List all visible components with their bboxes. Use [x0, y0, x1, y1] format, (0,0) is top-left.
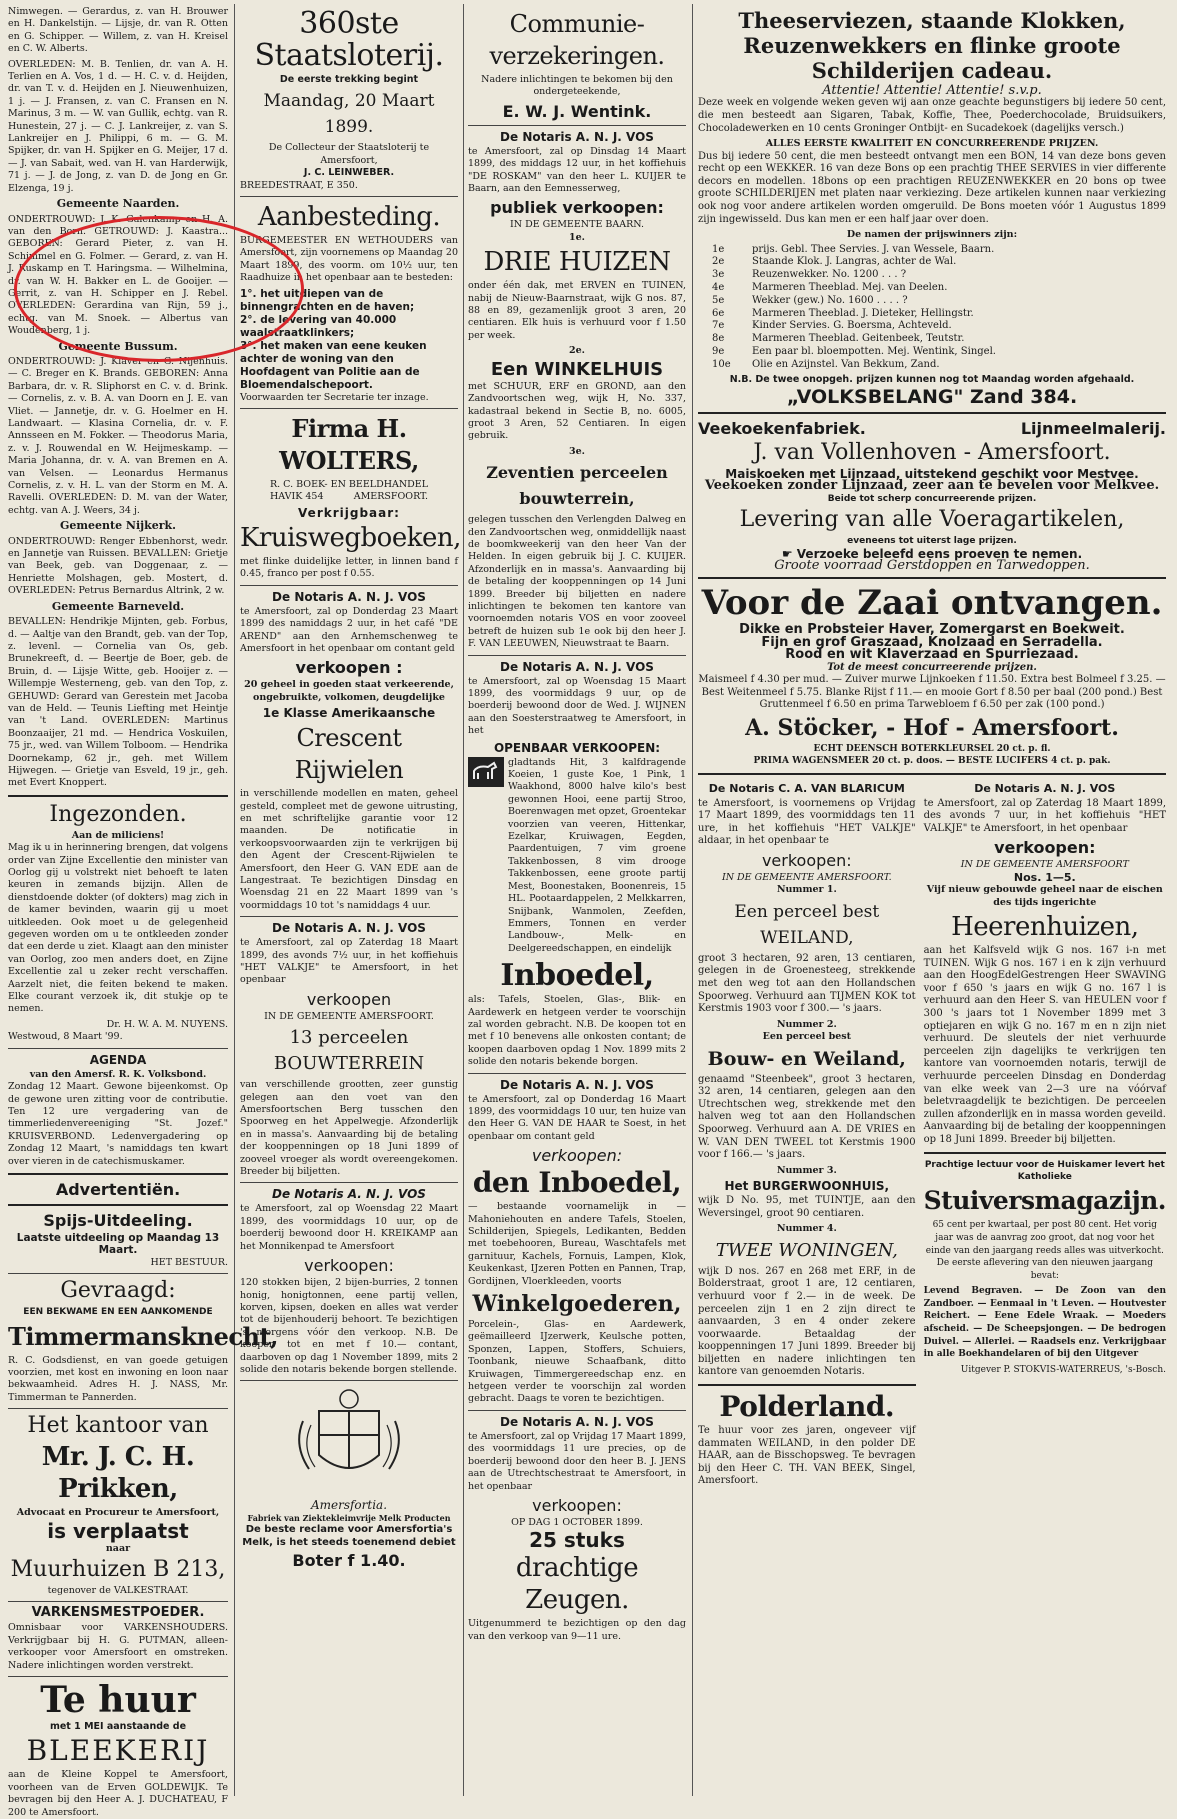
tot-text: Tot de meest concurreerende prijzen. [827, 661, 1037, 673]
veekoek-text: Veekoeken zonder Lijnzaad, zeer aan te bevelen voor Melkvee. [704, 478, 1160, 494]
perceelen-text: van verschillende grootten, zeer gunstig gelegen aan den voet van den Amersfoortschen Berg tusschen den Spoorweg en het Appelwegje. Afzonderlijk en in massa's. Aanvaarding bij de betaling der kooppenningen op 18 Juni 1899 of zooveel vroeger als wordt overeengekomen. Breeder bij biljetten. [240, 1079, 458, 1178]
verkoopen-subheading: 20 geheel in goeden staat verkeerende, ongebruikte, volkomen, deugdelijke [244, 679, 454, 703]
prijzen-text: Maismeel f 4.30 per mud. — Zuiver murwe Lijnkoeken f 11.50. Extra best Bolmeel f 3.25. — Best Weitenmeel f 5.75. Blanke Rijst f 11.— en mooie Gort f 8.50 per baal (200 pond.) Best Gruttenmeel f 6.50 en prima Tarwebloem f 6.50 per zak (100 pond.) [698, 674, 1166, 711]
fabriek-text: Fabriek van Ziektekleimvrije Melk Producten [247, 1512, 451, 1523]
publiek-heading: publiek verkoopen: [490, 198, 664, 218]
winkelhuis-text: met SCHUUR, ERF en GROND, aan den Zandvoortschen weg, wijk H, No. 337, kadastraal bekend in Sectie B, no. 6005, groot 3 Aren, 52 Centiaren. In eigen gebruik. [468, 380, 686, 442]
bleekerij-heading: BLEEKERIJ [26, 1734, 210, 1768]
klasse-heading: 1e Klasse Amerikaansche [262, 706, 436, 721]
verkoopen-heading: verkoopen: [531, 1146, 623, 1166]
notaris-text: te Amersfoort, zal op Vrijdag 17 Maart 1899, des voormiddags 11 ure precies, op de boerderij bewoond door den heer B. J. JENS aan de Utrechtschestraat te Amersfoort, in het openbaar [468, 1430, 686, 1492]
inboedel-text: als: Tafels, Stoelen, Glas-, Blik- en Aardewerk en hetgeen verder te voorschijn zal worden gebracht. N.B. De koopen tot en met f 10 benevens alle onkosten contant; de koopen daarboven opdag 1 Nov. 1899 mits 2 solide den notaris bekende borgen. [468, 994, 686, 1068]
dikke-text: Dikke en Probsteier Haver, Zomergarst en Boekweit. [739, 622, 1125, 638]
wolters-heading: Firma H. WOLTERS, [279, 414, 419, 476]
eveneens-text: eveneens tot uiterst lage prijzen. [847, 536, 1017, 547]
births-notice: Nimwegen. — Gerardus, z. van H. Brouwer en H. Dankelstijn. — Lijsje, dr. van R. Otten en G. Schipper. — Willem, z. van H. Kreisel en C. W. Alberts. [8, 6, 228, 55]
notaris-text: te Amersfoort, zal op Donderdag 23 Maart 1899 des namiddags 2 uur, in het café "DE AREND" aan den Arnhemschenweg te Amersfoort in het openbaar om contant geld [240, 605, 458, 654]
naar-label: naar [105, 1542, 131, 1554]
nummer-label: Nummer 1. [776, 884, 837, 896]
weiland-text: groot 3 hectaren, 92 aren, 13 centiaren, gelegen in de Groenesteeg, strekkende met den weg tot aan den Hollandschen Spoorweg. Verhuurd aan TIJMEN KOK tot Kerstmis 1903 voor f 300.— 's jaars. [698, 952, 916, 1015]
gevraagd-subheading: EEN BEKWAME EN EEN AANKOMENDE [23, 1307, 213, 1318]
ingezonden-heading: Ingezonden. [49, 801, 187, 827]
red-circle-annotation [14, 216, 304, 362]
muurhuizen-heading: Muurhuizen B 213, [10, 1557, 226, 1582]
den-inboedel-text: — bestaande voornamelijk in — Mahoniehouten en andere Tafels, Stoelen, Schilderijen, Spiegels, Ledikanten, Bedden met toebehooren, Bureau, Waschtafels met garnituur, Kachels, Fornuis, Lampen, Klok, Keukenkast, IJzeren Potten en Pannen, Trap, Gordijnen, Vloerkleeden, voorts [468, 1201, 686, 1287]
crescent-text: in verschillende modellen en maten, geheel gesteld, compleet met de gewone uitrusting, en met schriftelijke garantie voor 12 maanden. De notificatie in verkoopsvoorwaarden zijn te verkrijgen bij den Agent der Crescent-Rijwielen te Amersfoort, den Heer G. VAN EDE aan de Langestraat. Te bezichtigen Dinsdag en Woensdag 21 en 22 Maart 1899 van 's voormiddags 10 tot 's namiddags 4 uur. [240, 788, 458, 911]
communie-text: Nadere inlichtingen te bekomen bij den ondergeteekende, [481, 74, 673, 98]
zeventien-heading: Zeventien perceelen bouwterrein, [486, 463, 668, 509]
wolters-subheading: R. C. BOEK- EN BEELDHANDEL [269, 479, 429, 491]
horse-icon [468, 757, 504, 787]
stuivers-list: Levend Begraven. — De Zoon van den Zandboer. — Eenmaal in 't Leven. — Houtvester Reichert. — Eene Edele Wraak. — Moeders afscheid. — De Scheepsjongen. — De bedrogen Duivel. — Allerlei. — Raadsels enz. Verkrijgbaar in alle Boekhandelaren of bij den Uitgever [923, 1286, 1166, 1360]
prize-row: 3e Reuzenwekker. No. 1200 . . . ? [712, 269, 907, 281]
vijf-text: Vijf nieuw gebouwde geheel naar de eischen des tijds ingerichte [926, 884, 1163, 908]
tegenover-text: tegenover de VALKESTRAAT. [47, 1585, 189, 1596]
varkens-text: Omnisbaar voor VARKENSHOUDERS. Verkrijgbaar bij H. G. PUTMAN, alleen-verkooper voor Amersfoort en omstreken. Nadere inlichtingen worden verstrekt. [8, 1622, 228, 1671]
vee-text: gladtands Hit, 3 kalfdragende Koeien, 1 guste Koe, 1 Pink, 1 Waakhond, 8000 halve kilo's best gewonnen Hooi, eene partij Stroo, Boerenwagen met opzet, Groentekar voorzien van veeren, Hittenkar, Ezelkar, Kruiwagen, Eegden, Paardentuigen, 7 vim groene Takkenbossen, 8 vim droogе Takkenbossen, eene groote partij Mest, Boonestaken, Boonenreis, 15 HL. Pootaardappelen, 2 Melkkarren, Snijbank, Wanmolen, Zeefden, Emmers, Tonnen en verder Landbouw-, Melk- en Deelgereedschappen, en eindelijk [508, 756, 686, 954]
tehuur-heading: Te huur [40, 1679, 196, 1722]
wagensmeer-text: PRIMA WAGENSMEER 20 ct. p. doos. — BESTE LUCIFERS 4 ct. p. pak. [753, 756, 1111, 767]
echt-text: ECHT DEENSCH BOTERKLEURSEL 20 ct. p. fl. [813, 743, 1051, 754]
openbaar-heading: OPENBAAR VERKOOPEN: [493, 740, 661, 755]
verkoopen-heading: verkoopen: [761, 850, 852, 870]
breedestraat-address: BREEDESTRAAT, E 350. [240, 179, 358, 191]
vollenhoven-heading: J. van Vollenhoven - Amersfoort. [753, 439, 1111, 465]
heerenhuizen-ad [924, 780, 1166, 1491]
column-rule [692, 4, 693, 1796]
heerenhuizen-text: aan het Kalfsveld wijk G nos. 167 i-n met TUINEN. Wijk G nos. 167 i en k zijn verhuurd aan den HoogEdelGestrengen Heer SWAVING voor f 650 's jaars en wijk G no. 167 l is verhuurd aan den Heer S. van HEULEN voor f 300 's jaars tot 1 November 1899 met 3 optiejaren en wijk G no. 167 m en n zijn niet verhuurd. De sleutels der niet verhuurde perceelen zijn dagelijks te verkrijgen ten kantore van voornoemden notaris, terwijl de verhuurde perceelen Dinsdag en Donderdag van elke week van 2—3 ure na vóórvaf beletvraagdelijk te bezichtigen. De perceelen zullen afzonderlijk en in massa worden geveild. Aanvaarding bij de betaling der kooppenningen op 18 Juni 1899. Breeder bij biljetten. [923, 945, 1166, 1145]
namen-heading: De namen der prijswinners zijn: [846, 229, 1018, 241]
notaris-heading: De Notaris A. N. J. VOS [272, 921, 426, 936]
notaris-text: te Amersfoort, is voornemens op Vrijdag 17 Maart 1899, des voormiddags ten 11 ure, in het koffiehuis "HET VALKJE" aldaar, in het openbaar te [698, 797, 916, 847]
timmerman-text: R. C. Godsdienst, en van goede getuigen voorzien, met kost en inwoning en loon naar bekwaamheid. Adres H. J. NASS, Mr. Timmerman te Pannerden. [8, 1354, 228, 1403]
agenda-heading: AGENDA [89, 1052, 147, 1067]
notaris-heading: De Notaris A. N. J. VOS [500, 129, 654, 144]
notaris-heading: De Notaris A. N. J. VOS [500, 1077, 654, 1092]
drie-huizen-text: onder één dak, met ERVEN en TUINEN, nabij de Nieuw-Baarnstraat, wijk G nos. 87, 88 en 89, gezamenlijk groot 3 aren, 20 centiaren. Elk huis is verhuurd voor f 1.50 per week. [468, 280, 686, 341]
verkoopen-heading: verkoopen : [295, 658, 403, 678]
leinweber-name: J. C. LEINWEBER. [303, 167, 395, 179]
prize-row: 2e Staande Klok. J. Langras, achter de Wal. [712, 256, 957, 268]
collecteur-text: De Collecteur der Staatsloterij te Amersfoort, [268, 142, 430, 166]
advertentien-heading: Advertentiën. [55, 1179, 181, 1199]
twee-heading: TWEE WONINGEN, [715, 1239, 898, 1261]
burger-text: wijk D No. 95, met TUINTJE, aan den Weversingel, groot 90 centiaren. [698, 1195, 916, 1219]
spijs-signature: HET BESTUUR. [150, 1256, 228, 1268]
kruisweg-text: met flinke duidelijke letter, in linnen band f 0.45, franco per post f 0.55. [240, 555, 458, 580]
coat-of-arms-icon [289, 1385, 409, 1495]
burger-heading: Het BURGERWOONHUIS, [724, 1179, 890, 1194]
wolters-address: HAVIK 454 AMERSFOORT. [269, 491, 429, 503]
stuks-heading: 25 stuks [529, 1528, 625, 1553]
ingezonden-subheading: Aan de miliciens! [71, 829, 165, 841]
prize-row: 6e Marmeren Theeblad. J. Dieteker, Hellingstr. [712, 307, 974, 319]
verkoopen-heading: verkoopen [306, 989, 392, 1009]
perceelen-heading: 13 perceelen BOUWTERREIN [273, 1027, 425, 1075]
naarden-heading: Gemeente Naarden. [56, 197, 180, 211]
nummer-label: Nummer 3. [776, 1164, 837, 1176]
beide-text: Beide tot scherp concurreerende prijzen. [827, 493, 1037, 504]
pointing-hand-icon: ☛ [781, 546, 797, 561]
varkens-heading: VARKENSMESTPOEDER. [31, 1605, 205, 1621]
lijnmeel-heading: Lijnmeelmalerij. [1020, 418, 1166, 438]
aanbesteding-item: 3°. het maken van eene keuken achter de woning van den Hoofdagent van Politie aan de Bloemendalschepoort. [240, 339, 427, 391]
drie-huizen-heading: DRIE HUIZEN [483, 247, 671, 278]
baarn-text: IN DE GEMEENTE BAARN. [510, 219, 644, 231]
trekking-date: Maandag, 20 Maart 1899. [263, 91, 435, 138]
stuivers-intro: Prachtige lectuur voor de Huiskamer levert het Katholieke [924, 1159, 1165, 1182]
prize-row: 9e Een paar bl. bloempotten. Mej. Wentink, Singel. [712, 345, 996, 357]
groote-text: Groote voorraad Gerstdoppen en Tarwedoppen. [774, 557, 1090, 573]
timmerman-heading: Timmermansknecht, [8, 1321, 278, 1351]
prize-row: 4e Marmeren Theeblad. Mej. van Deelen. [712, 281, 948, 293]
bons-text: Dus bij iedere 50 cent, die men besteedt ontvangt men een BON, 14 van deze bons geven recht op een WEKKER. 16 van deze Bons op een prachtig THEE SERVIES in vier differente decors en modellen. 18bons op een prachtigen REUZENWEKKER en 20 bons op twee groote SCHILDERIJEN met platen naar verkiezing. Deze artikelen kunnen naar verkiezing ook nog voor andere artikelen worden omgeruild. De Bons moeten vóór 1 Augustus 1899 zijn ingewisseld. Dus kan men er een half jaar over doen. [698, 150, 1166, 225]
two-column-ads [698, 780, 1166, 1491]
polderland-heading: Polderland. [719, 1390, 895, 1424]
vee-block [468, 757, 686, 959]
lot-number: 3e. [569, 445, 585, 457]
bouw-text: genaamd "Steenbeek", groot 3 hectaren, 32 aren, 14 centiaren, gelegen aan den Utrechtschen weg, strekkende met den halven weg tot aan den Hollandschen Spoorweg. Verhuurd aan A. DE VRIES en W. VAN DEN TWEEL tot Kerstmis 1900 voor f 166.— 's jaars. [698, 1073, 916, 1161]
bussum-notice: ONDERTROUWD: J. Klaver en G. Nijenhuis. — C. Breger en K. Brands. GEBOREN: Anna Barbara, dr. v. R. Sliphorst en C. v. d. Brink. — Cornelis, z. v. B. A. van Doorn en J. E. van Vliet. — Jannetje, dr. v. G. Hoelmer en H. Landwaart. — Klasina Cornelia, dr. v. F. Annsseen en M. Fokker. — Theodorus Maria, z. v. J. Rouwendal en W. Heijmeskamp. — Maria Johanna, dr. v. A. van Bremen en A. van Velsen. — Leonardus Hermanus Cornelis, z. v. H. L. van der Storm en M. A. Ravelli. OVERLEDEN: D. M. van der Water, echtg. van A. J. Weers, 34 j. [8, 355, 228, 516]
winkelhuis-heading: Een WINKELHUIS [490, 358, 664, 380]
trekking-text: De eerste trekking begint [279, 74, 419, 85]
notaris-text: te Amersfoort, zal op Zaterdag 18 Maart 1899, des avonds 7 uur, in het koffiehuis "HET VALKJE" te Amersfoort, in het openbaar [923, 797, 1166, 834]
verplaatst-heading: is verplaatst [47, 1518, 189, 1543]
bleekerij-text: aan de Kleine Koppel te Amersfoort, voorheen van de Erven GOLDEWIJK. Te bevragen bij den Heer A. J. DUCHATEAU, F 200 te Amersfoort. [8, 1769, 228, 1818]
spijs-subheading: Laatste uitdeeling op Maandag 13 Maart. [16, 1231, 220, 1257]
lot-number: 1e. [569, 231, 585, 243]
lot-number: 2e. [569, 345, 585, 357]
amersfortia-logo [289, 1385, 409, 1495]
communie-heading: Communie-verzekeringen. [489, 10, 665, 70]
wentink-name: E. W. J. Wentink. [502, 101, 652, 121]
levering-heading: Levering van alle Voeragartikelen, [739, 507, 1125, 533]
deaths-notice: OVERLEDEN: M. B. Tenlien, dr. van A. H. Terlien en A. Vos, 1 d. — H. C. v. d. Heijden, dr. van T. v. d. Heijden en J. Nieuwenhuizen, 1 j. — J. Fransen, z. van C. Fransen en N. Marinus, 3 m. — W. van Gullik, echtg. van R. Hunestein, 27 j. — C. J. Lankreijer, z. van S. Lankreijer en J. Philippi, 6 m. — G. M. Spijker, dr. van H. Spijker en G. Meijer, 17 d. — J. van Sabait, wed. van H. van Harderwijk, 71 j. — J. de Jong, z. van D. de Jong en Gr. Elzenga, 19 j. [8, 58, 228, 194]
amersfortia-label: Amersfortia. [310, 1498, 388, 1513]
gemeente-text: IN DE GEMEENTE AMERSFOORT [960, 859, 1129, 871]
prize-row: 1e prijs. Gebl. Thee Servies. J. van Wessele, Baarn. [712, 243, 995, 255]
nos-label: Nos. 1—5. [1013, 870, 1076, 884]
notaris-text: te Amersfoort, zal op Dinsdag 14 Maart 1899, des middags 12 uur, in het koffiehuis "DE ROSKAM" van den heer L. KUIJER te Baarn, aan den Eemnesserweg, [468, 145, 686, 195]
nummer-label: Nummer 2. [776, 1018, 837, 1030]
aanbesteding-text: BURGEMEESTER EN WETHOUDERS van Amersfoort, zijn voornemens op Maandag 20 Maart 1899, des voorm. om 10½ uur, ten Raadhuize in het openbaar aan te besteden: [240, 235, 458, 284]
fijn-text: Fijn en grof Graszaad, Knolzaad en Serradella. [761, 634, 1103, 650]
rood-text: Rood en wit Klaverzaad en Spurriezaad. [785, 647, 1079, 663]
barneveld-heading: Gemeente Barneveld. [51, 599, 185, 613]
verkrijgbaar-heading: Verkrijgbaar: [298, 505, 400, 520]
notaris-text: te Amersfoort, zal op Zaterdag 18 Maart 1899, des avonds 7½ uur, in het koffiehuis "HET VALKJE" te Amersfoort, in het openbaar [240, 937, 458, 986]
tehuur-subheading: met 1 MEI aanstaande de [49, 1721, 187, 1733]
notaris-heading: De Notaris A. N. J. VOS [500, 1414, 654, 1429]
veekoek-heading: Veekoekenfabriek. [698, 418, 866, 438]
prikken-subheading: Advocaat en Procureur te Amersfoort, [16, 1507, 220, 1519]
notaris-heading: De Notaris A. N. J. VOS [974, 781, 1116, 795]
opdag-text: OP DAG 1 OCTOBER 1899. [511, 1516, 643, 1528]
prize-list [712, 244, 1166, 372]
den-inboedel-heading: den Inboedel, [472, 1166, 682, 1200]
notaris-heading: De Notaris A. N. J. VOS [500, 659, 654, 674]
uitgever-text: Uitgever P. STOKVIS-WATERREUS, 's-Bosch. [960, 1364, 1166, 1375]
agenda-text: Zondag 12 Maart. Gewone bijeenkomst. Op de gewone uren zitting voor de contributie. Ten 12 ure vergadering van de timmerliedenvereeniging "St. Jozef." KRUISVERBOND. Ledenvergadering op Zondag 12 Maart, 's namiddags ten kwart over vieren in de catechismuskamer. [8, 1081, 228, 1167]
boter-price: Boter f 1.40. [292, 1550, 406, 1570]
stuivers-heading: Stuiversmagazijn. [923, 1186, 1166, 1216]
maiskoek-text: Maiskoeken met Lijnzaad, uitstekend geschikt voor Mestvee. [725, 466, 1139, 481]
nummer-label: Nummer 4. [776, 1223, 837, 1235]
polderland-text: Te huur voor zes jaren, ongeveer vijf dammaten WEILAND, in den polder DE HAAR, aan de Bisschopsweg. Te bevragen bij den Heer C. TH. VAN BEEK, Singel, Amersfoort. [698, 1425, 916, 1487]
ingezonden-signature: Dr. H. W. A. M. NUYENS. [106, 1018, 228, 1030]
thee-text: Deze week en volgende weken geven wij aan onze geachte begunstigers bij iedere 50 cent, die men besteedt aan Sigaren, Tabak, Koffie, Thee, Poederchocolade, Bruidsuikers, Chocoladewerken en 10 cents Groninger Ontbijt- en Sucadekoek (dagelijks versch.) [698, 97, 1166, 134]
verkoopen-heading: verkoopen: [532, 1495, 622, 1515]
notaris-text: te Amersfoort, zal op Donderdag 16 Maart 1899, des voormiddags 10 uur, ten huize van den Heer G. VAN DE HAAR te Soest, in het openbaar om contant geld [468, 1093, 686, 1142]
volksbelang-heading: „VOLKSBELANG" Zand 384. [786, 385, 1078, 408]
agenda-subheading: van den Amersf. R. K. Volksbond. [29, 1068, 207, 1080]
winkelgoederen-text: Porcelein-, Glas- en Aardewerk, geëmailleerd IJzerwerk, Keulsche potten, Sponzen, Lappen, Stoffers, Schuiers, Toonbank, nieuwe Schaafbank, ditto Kruiwagen, Timmergereedschap enz. en hetgeen verder te voorschijn zal worden gebracht. Daags te voren te bezichtigen. [468, 1319, 686, 1405]
prize-row: 10e Olie en Azijnstel. Van Bekkum, Zand. [712, 358, 940, 370]
column-rule [463, 4, 464, 1796]
nijkerk-heading: Gemeente Nijkerk. [59, 519, 176, 533]
staatsloterij-heading: 360ste Staatsloterij. [254, 6, 444, 73]
bouw-heading: Bouw- en Weiland, [707, 1047, 906, 1070]
nijkerk-notice: ONDERTROUWD: Renger Ebbenhorst, wedr. en Jannetje van Ruissen. BEVALLEN: Grietje van Beek, geb. van Doggenaar, z. — Henriette Molshagen, geb. Mostert, d. OVERLEDEN: Petrus Bernardus Altrink, 2 w. [8, 535, 228, 597]
zeugen-text: Uitgenummerd te bezichtigen op den dag van den verkoop van 9—11 ure. [468, 1618, 686, 1642]
verzoeke-text: ☛ Verzoeke beleefd eens proeven te nemen. [781, 546, 1083, 561]
notaris-heading: De Notaris C. A. VAN BLARICUM [708, 781, 905, 795]
zaai-heading: Voor de Zaai ontvangen. [701, 583, 1163, 624]
verkoopen-heading: verkoopen: [304, 1256, 394, 1276]
verkoopen-heading: verkoopen: [994, 838, 1096, 858]
heerenhuizen-heading: Heerenhuizen, [951, 912, 1139, 942]
inboedel-heading: Inboedel, [500, 958, 654, 994]
nb-text: N.B. De twee onopgeh. prijzen kunnen nog tot Maandag worden afgehaald. [729, 373, 1135, 385]
blaricum-ad [698, 780, 916, 1491]
prize-row: 8e Marmeren Theeblad. Geitenbeek, Teutstr. [712, 333, 965, 345]
prize-row: 7e Kinder Servies. G. Boersma, Achteveld. [712, 320, 952, 332]
zeugen-heading: drachtige Zeugen. [515, 1553, 639, 1616]
ingezonden-letter: Mag ik u in herinnering brengen, dat volgens order van Zijne Excellentie den minister van Oorlog gij u volstrekt niet behoeft te laten keuren in zemands bijzijn. Allen de dienstdoende dokter (of dokters) mag zich in de kamer bevinden, waarin gij u moet uitkleeden. Ook moet u de gelegenheid gegeven worden om u te ontkleeden zonder dat een derde u ziet. Klaagt aan den minister van Oorlog, zoo men anders doet, en Zijne Excellentie zal u zeker recht verschaffen. Aarzelt niet, die feiten bekend te maken. Elke courant verzoek ik, dit stukje op te nemen. [8, 842, 228, 1015]
winkelgoederen-heading: Winkelgoederen, [472, 1291, 682, 1318]
eenperceel-text: Een perceel best [762, 1031, 851, 1043]
kruisweg-heading: Kruiswegboeken, [240, 522, 461, 553]
thee-heading: Theeserviezen, staande Klokken, Reuzenwekkers en flinke groote Schilderijen cadeau. [738, 8, 1126, 83]
attentie-text: Attentie! Attentie! Attentie! s.v.p. [822, 83, 1042, 98]
notaris-heading: De Notaris A. N. J. VOS [272, 589, 426, 604]
barneveld-notice: BEVALLEN: Hendrikje Mijnten, geb. Forbus, d. — Aaltje van den Brandt, geb. van der Top, z. levenl. — Cornelia van Os, geb. Brunekreeft, d. — Beertje de Boer, geb. de Bruin, d. — Lijsje Witte, geb. Hooijer z. — Willempje Westerneng, geb. van den Top, z. GEHUWD: Gerard van Gerestein met Jacoba van de Held. — Teunis Liefting met Heintje van 't Land. OVERLEDEN: Martinus Boonzaaijer, 21 md. — Hendrica Voskuilen, 75 jr., wed. van Willem Tolboom. — Hendrika Doornekamp, 62 jr., geh. met Willem Hijwegen. — Grietje van Esveld, 19 jr., geh. met Evert Knoppert. [8, 616, 228, 789]
bussum-heading: Gemeente Bussum. [58, 339, 178, 353]
notaris-text: te Amersfoort, zal op Woensdag 15 Maart 1899, des voormiddags 9 uur, op de boerderij bewoond door de Wed. J. WIJNEN aan den Soesterstraatweg te Amersfoort, in het [468, 675, 686, 737]
kantoor-heading: Het kantoor van [27, 1413, 209, 1439]
stocker-heading: A. Stöcker, - Hof - Amersfoort. [745, 714, 1119, 741]
weiland-heading: Een perceel best WEILAND, [734, 901, 880, 948]
notaris-heading: De Notaris A. N. J. VOS [272, 1187, 426, 1202]
aanbesteding-item: 2°. de levering van 40.000 waalstraatklinkers; [240, 313, 397, 339]
aanbesteding-item: 1°. het uitdiepen van de binnengrachten en de haven; [240, 287, 415, 313]
bijen-text: 120 stokken bijen, 2 bijen-burries, 2 tonnen honig, honigtonnen, eene partij vellen, korven, kipsen, doeken en alles wat verder tot de bijenhouderij behoort. Te bezichtigen 's morgens vóór den verkoop. N.B. De koopen tot en met f 10.— contant, daarboven op dag 1 November 1899, mits 2 solide den notaris bekende borgen stellende. [240, 1277, 458, 1375]
crescent-heading: Crescent Rijwielen [294, 724, 404, 785]
twee-text: wijk D nos. 267 en 268 met ERF, in de Bolderstraat, groot 1 are, 12 centiaren, verhuurd voor f 2.— in de week. De perceelen zijn 1 en 2 zijn direct te aanvaarden, 3 en 4 onder zekere voorwaarde. Betaaldag der kooppenningen 17 Juni 1899. Breeder bij biljetten en nadere inlichtingen ten kantore van genoemden Notaris. [698, 1265, 916, 1378]
gevraagd-heading: Gevraagd: [60, 1278, 176, 1304]
column-3 [468, 6, 686, 1794]
prize-row: 5e Wekker (gew.) No. 1600 . . . . ? [712, 294, 908, 306]
alles-text: ALLES EERSTE KWALITEIT EN CONCURREERENDE PRIJZEN. [765, 138, 1099, 150]
spijs-heading: Spijs-Uitdeeling. [43, 1210, 193, 1230]
ingezonden-date: Westwoud, 8 Maart '99. [8, 1031, 123, 1043]
column-4 [698, 6, 1166, 1794]
aanbesteding-heading: Aanbesteding. [257, 202, 441, 233]
prikken-heading: Mr. J. C. H. Prikken, [41, 1442, 195, 1505]
zeventien-text: gelegen tusschen den Verlengden Dalweg en den Zandvoortschen weg, onmiddellijk naast de boomkweekerij van den heer Van der Helden. In eigen gebruik bij J. C. KUIJER. Afzonderlijk en in massa's. Aanvaarding bij de betaling der kooppenningen op 14 Juni 1899. Breeder bij biljetten en nadere inlichtingen te bekomen ten kantore van voornoemden notaris VOS en voor zooveel betreft de huizen sub 1e ook bij den heer J. F. VAN LEEUWEN, Nieuwstraat te Baarn. [468, 514, 686, 650]
fabriek-claim: De beste reclame voor Amersfortia's Melk, is het steeds toenemend debiet [242, 1524, 456, 1548]
aanbesteding-footer: Voorwaarden ter Secretarie ter inzage. [240, 391, 429, 403]
stuivers-text: 65 cent per kwartaal, per post 80 cent. Het vorig jaar was de aanvrag zoo groot, dat nog voor het einde van den jaargang reeds alles was uitverkocht. De eerste aflevering van den nieuwen jaargang bevat: [925, 1220, 1164, 1281]
naarden-notice: ONDERTROUWD: J. K. Galenkamp en H. A. van den Born. GETROUWD: J. Kaastra... GEBOREN: Gerard Pieter, z. van H. Schimmel en G. Folmer. — Gerard, z. van H. J. Ruskamp en T. Haringsma. — Wilhelmina, dr. van W. H. Bakker en L. de Gooijer. — Gerrit, z. van H. Schipper en J. Rebel. OVERLEDEN: Gerardina van Rijn, 59 j., echtg. van M. Snoek. — Albertus van Woudenberg, 1 j. [8, 213, 228, 337]
notaris-text: te Amersfoort, zal op Woensdag 22 Maart 1899, des voormiddags 10 uur, op de boerderij bewoond door H. KREIKAMP aan het Monnikenpad te Amersfoort [240, 1203, 458, 1252]
gemeente-text: IN DE GEMEENTE AMERSFOORT. [721, 871, 892, 883]
veekoek-header [698, 419, 1166, 438]
gemeente-text: IN DE GEMEENTE AMERSFOORT. [264, 1010, 434, 1022]
